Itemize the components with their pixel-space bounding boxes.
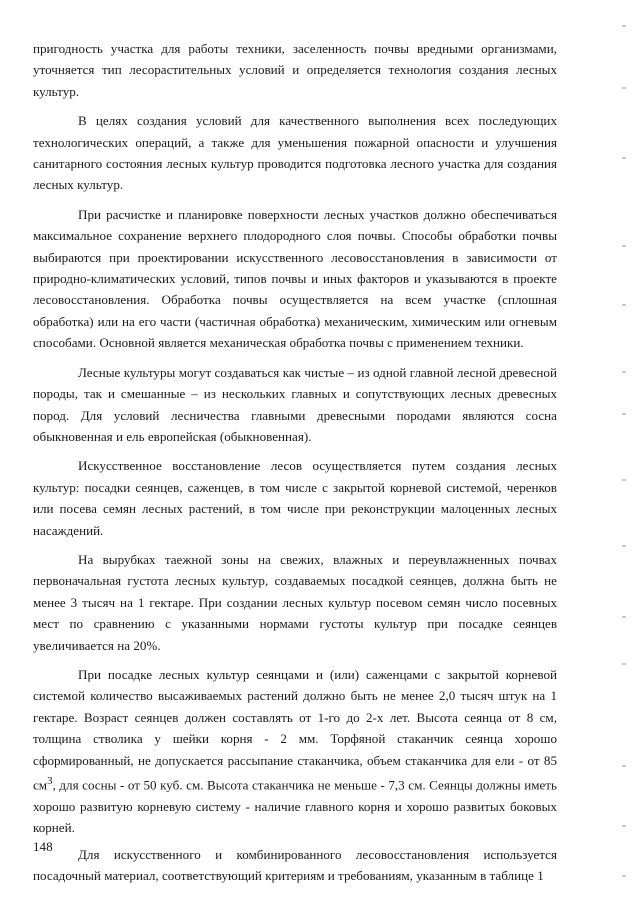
paragraph-7-part-2: , для сосны - от 50 куб. см. Высота стаканчика не меньше - 7,3 см. Сеянцы должны иметь хорошо развитую корневую систему - наличие главного корня и хорошо развитых боковых корней. bbox=[33, 777, 557, 836]
paragraph-3: При расчистке и планировке поверхности лесных участков должно обеспечиваться максимальное сохранение верхнего плодородного слоя почвы. Способы обработки почвы выбираются при проектировании искусственного лесовосстановления в зависимости от природно-климатических условий, типов почвы и иных факторов и указываются в проекте лесовосстановления. Обработка почвы осуществляется на всем участке (сплошная обработка) или на его части (частичная обработка) механическим, химическим или огневым способами. Основной является механическая обработка почвы с применением техники. bbox=[33, 206, 557, 351]
paragraph-7 bbox=[33, 664, 557, 839]
paragraph-5: Искусственное восстановление лесов осуществляется путем создания лесных культур: посадки сеянцев, саженцев, в том числе с закрытой корневой системой, черенков или посева семян лесных растений, в том числе при реконструкции малоценных лесных насаждений. bbox=[33, 458, 557, 538]
paragraph-7-part-1: При посадке лесных культур сеянцами и (или) саженцами с закрытой корневой системой количество высаживаемых растений должно быть не менее 2,0 тысяч штук на 1 гектаре. Возраст сеянцев должен составлять от 1-го до 2-х лет. Высота сеянца от 8 см, толщина стволика у шейки корня - 2 мм. Торфяной стаканчик сеянца хорошо сформированный, не допускается рассыпание стаканчика, объем стаканчика для ели - от 85 см bbox=[33, 666, 557, 793]
paragraph-4: Лесные культуры могут создаваться как чистые – из одной главной лесной древесной породы, так и смешанные – из нескольких главных и сопутствующих лесных древесных пород. Для условий лесничества главными древесными породами являются сосна обыкновенная и ель европейская (обыкновенная). bbox=[33, 364, 557, 444]
paragraph-8: Для искусственного и комбинированного лесовосстановления используется посадочный материал, соответствующий критериям и требованиям, указанным в таблице 1 bbox=[33, 846, 557, 883]
superscript-cubed: 3 bbox=[47, 775, 53, 787]
document-body bbox=[33, 38, 557, 886]
paragraph-2: В целях создания условий для качественного выполнения всех последующих технологических операций, а также для уменьшения пожарной опасности и улучшения санитарного состояния лесных культур проводится подготовка лесного участка для создания лесных культур. bbox=[33, 113, 557, 193]
paragraph-1: пригодность участка для работы техники, заселенность почвы вредными организмами, уточняется тип лесорастительных условий и определяется технология создания лесных культур. bbox=[33, 41, 557, 99]
paragraph-6: На вырубках таежной зоны на свежих, влажных и переувлажненных почвах первоначальная густота лесных культур, создаваемых посадкой сеянцев, должна быть не менее 3 тысяч на 1 гектаре. При создании лесных культур посевом семян число посевных мест по сравнению с указанными нормами густоты культур при посадке сеянцев увеличивается на 20%. bbox=[33, 551, 557, 653]
page-number: 148 bbox=[33, 839, 53, 854]
